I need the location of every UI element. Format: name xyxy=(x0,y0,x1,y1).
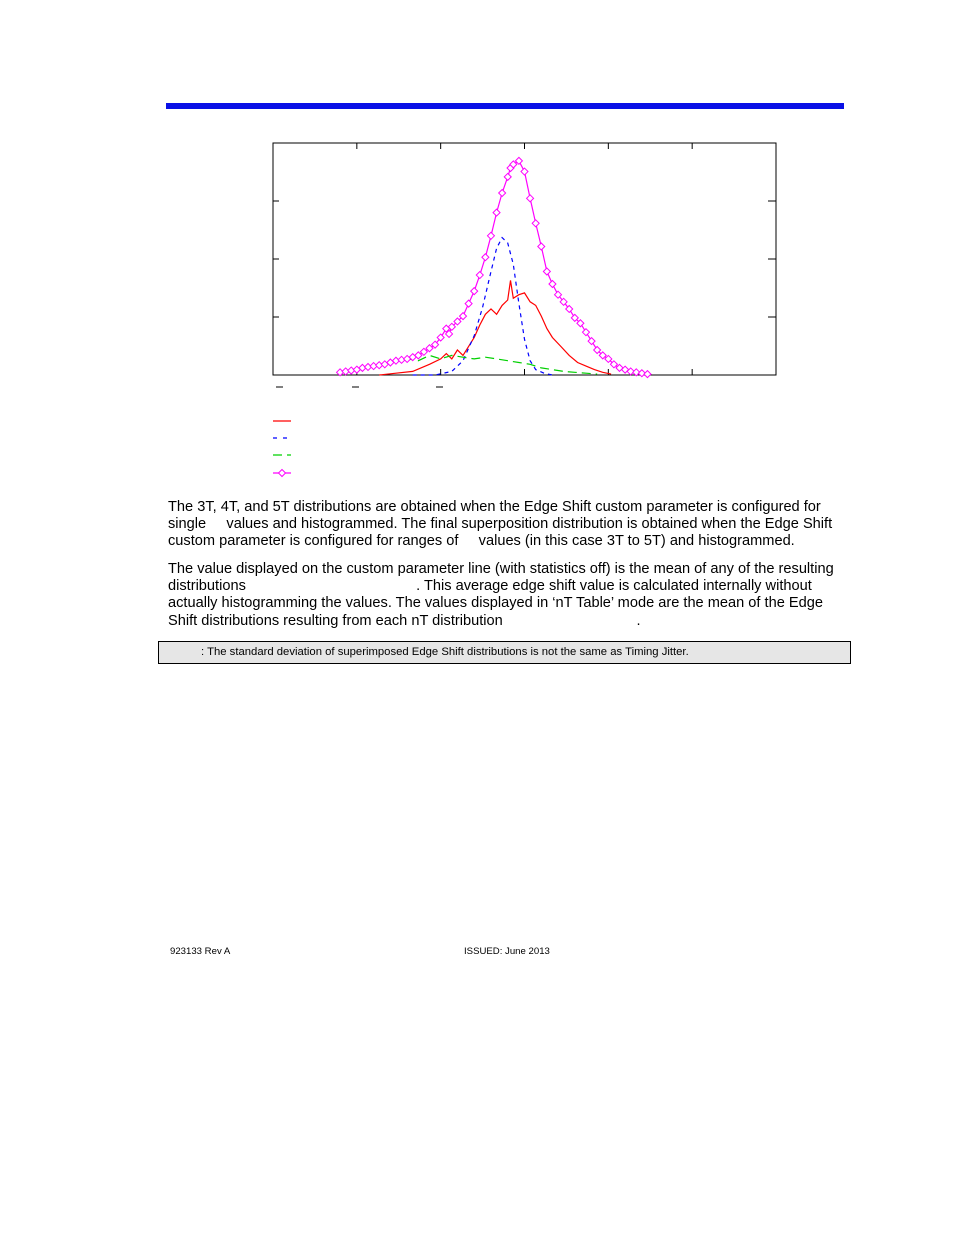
footer-doc-id: 923133 Rev A xyxy=(170,946,231,957)
paragraph-line: single values and histogrammed. The final superposition distribution is obtained when the Edge Shift xyxy=(168,516,833,533)
data-point xyxy=(487,232,494,239)
data-point xyxy=(504,173,511,180)
data-point xyxy=(471,288,478,295)
data-point xyxy=(521,168,528,175)
note-text: : The standard deviation of superimposed Edge Shift distributions is not the same as Timing Jitter. xyxy=(201,646,689,658)
data-point xyxy=(538,243,545,250)
data-point xyxy=(426,345,433,352)
data-point xyxy=(582,329,589,336)
note-box xyxy=(158,641,851,664)
paragraph-line: The 3T, 4T, and 5T distributions are obtained when the Edge Shift custom parameter is configured for xyxy=(168,499,821,515)
data-point xyxy=(465,300,472,307)
series-line-2 xyxy=(390,355,597,374)
legend xyxy=(273,421,291,477)
legend-marker xyxy=(279,470,286,477)
footer-issued: ISSUED: June 2013 xyxy=(464,946,550,957)
edge-shift-distribution-chart xyxy=(0,0,954,500)
axis-ticks xyxy=(273,143,776,387)
paragraph-line: Shift distributions resulting from each nT distribution . xyxy=(168,612,641,629)
data-point xyxy=(420,348,427,355)
data-point xyxy=(549,280,556,287)
data-point xyxy=(476,272,483,279)
data-point xyxy=(644,371,651,378)
data-point xyxy=(482,254,489,261)
data-point xyxy=(499,189,506,196)
series-layer xyxy=(337,157,651,377)
data-point xyxy=(493,209,500,216)
series-line-3 xyxy=(340,161,647,374)
paragraph-line: The value displayed on the custom parameter line (with statistics off) is the mean of any of the resulting xyxy=(168,561,834,577)
series-line-0 xyxy=(379,280,611,375)
paragraph-line: distributions . This average edge shift value is calculated internally without xyxy=(168,578,812,595)
data-point xyxy=(543,268,550,275)
paragraph-distributions xyxy=(168,499,842,551)
paragraph-line: custom parameter is configured for ranges of values (in this case 3T to 5T) and histogrammed. xyxy=(168,533,795,550)
data-point xyxy=(527,195,534,202)
data-point xyxy=(515,157,522,164)
paragraph-line: actually histogramming the values. The values displayed in ‘nT Table’ mode are the mean of the Edge xyxy=(168,595,823,612)
data-point xyxy=(532,220,539,227)
paragraph-mean-value xyxy=(168,561,842,630)
data-point xyxy=(588,338,595,345)
